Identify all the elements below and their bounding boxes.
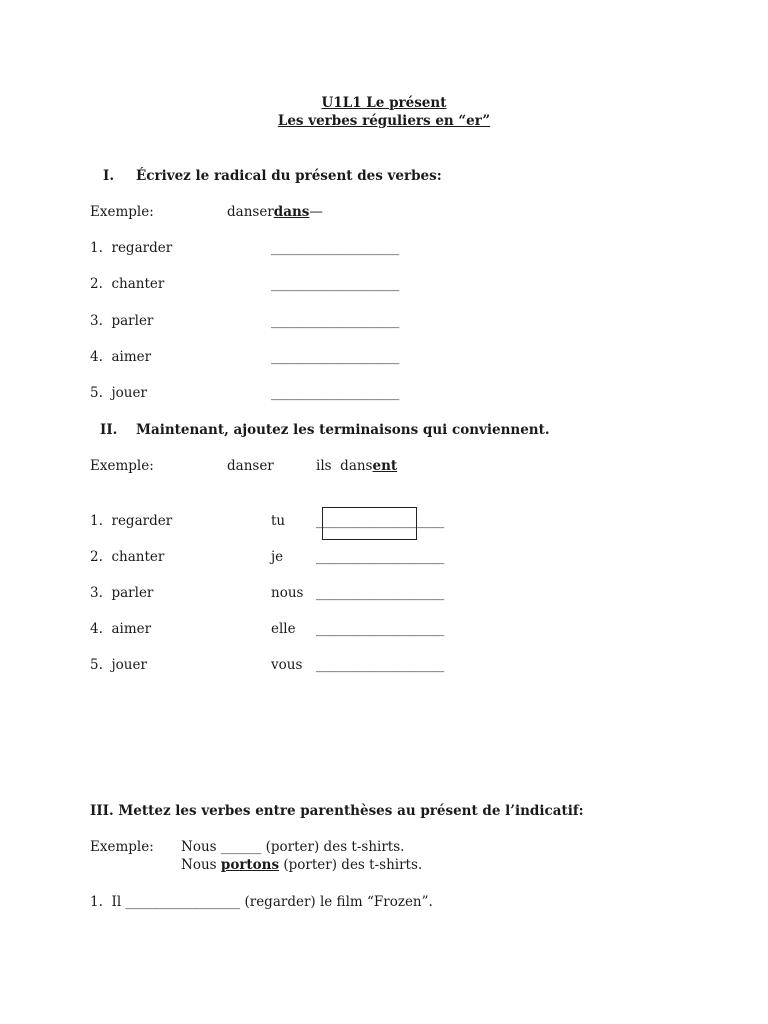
item-number: 2. (90, 276, 103, 292)
item-verb: jouer (111, 385, 147, 401)
item-verb: chanter (111, 276, 165, 292)
section1-example (227, 204, 323, 220)
section1-answer-blank-4[interactable]: ___________________ (271, 349, 400, 365)
section1-answer-blank-3[interactable]: ___________________ (271, 313, 400, 329)
item-number: 3. (90, 585, 103, 601)
item-verb: parler (111, 313, 154, 329)
section2-pronoun-5: vous (271, 657, 303, 673)
item-number: 5. (90, 385, 103, 401)
example-verb: danser (227, 204, 274, 220)
section1-example-label: Exemple: (90, 204, 154, 220)
section2-item-3 (90, 585, 153, 601)
section3-example-line1: Nous ______ (porter) des t-shirts. (181, 839, 405, 855)
section3-example-label: Exemple: (90, 839, 154, 855)
section2-answer-blank-4[interactable]: ___________________ (316, 621, 445, 637)
item-verb: regarder (111, 513, 173, 529)
item-verb: jouer (111, 657, 147, 673)
example-start: Nous (181, 857, 217, 873)
section1-item-1 (90, 240, 172, 256)
item-verb: regarder (111, 240, 173, 256)
section2-example-answer (316, 458, 397, 474)
item-number: 1. (90, 894, 103, 910)
section2-item-1 (90, 513, 172, 529)
section2-item-2 (90, 549, 164, 565)
section1-item-2 (90, 276, 164, 292)
page-subtitle: Les verbes réguliers en “er” (277, 113, 491, 129)
section3-heading: III. Mettez les verbes entre parenthèses au présent de l’indicatif: (90, 803, 584, 819)
answer-box[interactable] (322, 507, 417, 540)
section2-answer-blank-3[interactable]: ___________________ (316, 585, 445, 601)
example-end: (porter) des t-shirts. (283, 857, 423, 873)
section1-answer-blank-1[interactable]: ___________________ (271, 240, 400, 256)
section2-pronoun-1: tu (271, 513, 286, 529)
section1-item-3 (90, 313, 153, 329)
section2-example-label: Exemple: (90, 458, 154, 474)
section2-item-5 (90, 657, 147, 673)
section3-item-1 (90, 894, 433, 910)
section1-heading: Écrivez le radical du présent des verbes: (136, 168, 442, 184)
example-dash: — (309, 204, 323, 220)
item-verb: parler (111, 585, 154, 601)
item-number: 2. (90, 549, 103, 565)
item-verb: aimer (111, 621, 152, 637)
section1-answer-blank-5[interactable]: ___________________ (271, 385, 400, 401)
item-number: 4. (90, 621, 103, 637)
item-number: 3. (90, 313, 103, 329)
item-number: 5. (90, 657, 103, 673)
item-number: 1. (90, 240, 103, 256)
section2-item-4 (90, 621, 151, 637)
section2-pronoun-2: je (271, 549, 284, 565)
example-ending: ent (372, 458, 398, 474)
section1-number: I. (103, 168, 115, 184)
section2-answer-blank-1[interactable]: ___________________ (316, 513, 445, 529)
page-title: U1L1 Le présent (321, 95, 447, 111)
item-verb: aimer (111, 349, 152, 365)
example-stem: dans (273, 204, 310, 220)
section2-answer-blank-5[interactable]: ___________________ (316, 657, 445, 673)
item-text[interactable]: Il _________________ (regarder) le film “Frozen”. (111, 894, 433, 910)
section2-number: II. (100, 422, 118, 438)
section2-example-verb: danser (227, 458, 274, 474)
item-number: 1. (90, 513, 103, 529)
example-answer: portons (220, 857, 280, 873)
example-pronoun: ils (316, 458, 332, 474)
section2-pronoun-4: elle (271, 621, 296, 637)
section1-item-4 (90, 349, 151, 365)
item-verb: chanter (111, 549, 165, 565)
section1-answer-blank-2[interactable]: ___________________ (271, 276, 400, 292)
section3-example-line2 (181, 857, 422, 873)
item-number: 4. (90, 349, 103, 365)
example-stem: dans (340, 458, 373, 474)
section2-heading: Maintenant, ajoutez les terminaisons qui conviennent. (136, 422, 550, 438)
section1-item-5 (90, 385, 147, 401)
section2-answer-blank-2[interactable]: ___________________ (316, 549, 445, 565)
section2-pronoun-3: nous (271, 585, 304, 601)
